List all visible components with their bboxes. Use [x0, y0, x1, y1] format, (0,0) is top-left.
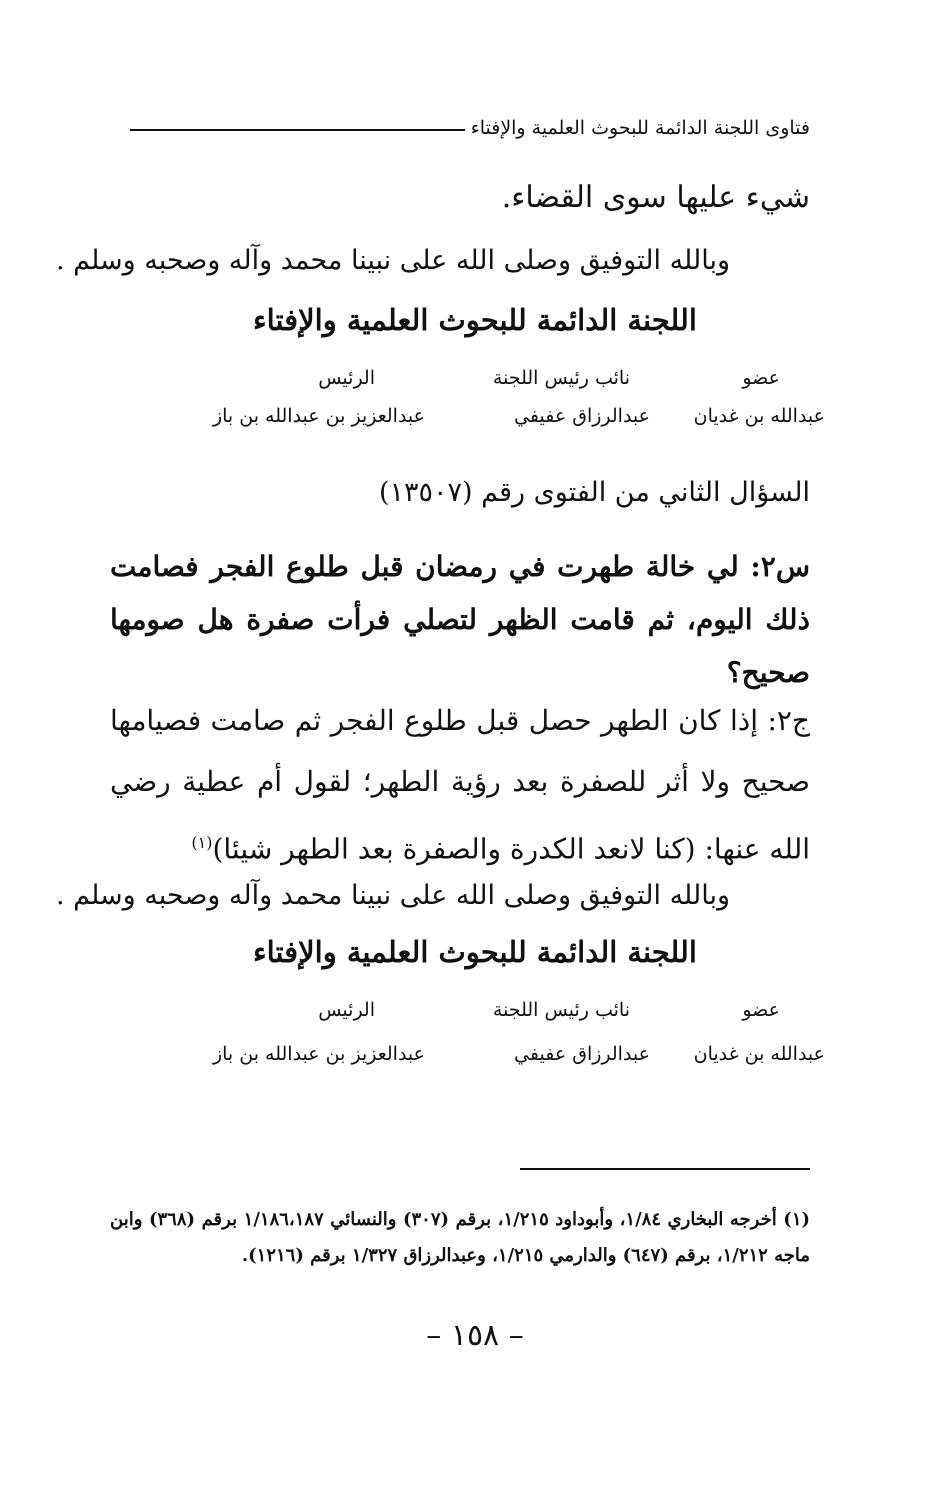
closing-formula-1: وبالله التوفيق وصلى الله على نبينا محمد وآله وصحبه وسلم . — [55, 245, 730, 276]
role-member: عضو — [742, 999, 780, 1021]
role-chair: الرئيس — [318, 367, 375, 389]
role-deputy: نائب رئيس اللجنة — [492, 999, 630, 1021]
continuation-line: شيء عليها سوى القضاء. — [501, 180, 810, 215]
role-chair: الرئيس — [318, 999, 375, 1021]
name-chair: عبدالعزيز بن عبدالله بن باز — [212, 1043, 425, 1065]
running-header-title: فتاوى اللجنة الدائمة للبحوث العلمية والإفتاء — [470, 117, 810, 139]
answer-paragraph — [110, 690, 810, 879]
role-deputy: نائب رئيس اللجنة — [492, 367, 630, 389]
page-number: – ١٥٨ – — [426, 1318, 524, 1353]
running-header — [130, 112, 810, 144]
answer-text: ج٢: إذا كان الطهر حصل قبل طلوع الفجر ثم صامت فصيامها صحيح ولا أثر للصفرة بعد رؤية الطهر؛ لقول أم عطية رضي الله عنها: (كنا لانعد الكدرة والصفرة بعد الطهر شيئا) — [110, 704, 810, 866]
name-deputy: عبدالرزاق عفيفي — [514, 1043, 650, 1065]
role-member: عضو — [742, 367, 780, 389]
name-chair: عبدالعزيز بن عبدالله بن باز — [212, 405, 425, 427]
footnote-ref[interactable]: (١) — [191, 833, 213, 852]
question-paragraph: س٢: لي خالة طهرت في رمضان قبل طلوع الفجر فصامت ذلك اليوم، ثم قامت الظهر لتصلي فرأت صفرة هل صومها صحيح؟ — [110, 550, 810, 689]
committee-heading-1: اللجنة الدائمة للبحوث العلمية والإفتاء — [253, 303, 697, 337]
footnote: (١) أخرجه البخاري ١/٨٤، وأبوداود ١/٢١٥، برقم (٣٠٧) والنسائي ١/١٨٦،١٨٧ برقم (٣٦٨) وابن ماجه ١/٢١٢، برقم (٦٤٧) والدارمي ١/٢١٥، وعبدالرزاق ١/٣٢٧ برقم (١٢١٦). — [110, 1209, 811, 1266]
name-member: عبدالله بن غديان — [693, 1043, 825, 1065]
footnote-separator — [520, 1168, 810, 1170]
name-member: عبدالله بن غديان — [693, 405, 825, 427]
fatwa-subheading: السؤال الثاني من الفتوى رقم (١٣٥٠٧) — [378, 477, 810, 508]
name-deputy: عبدالرزاق عفيفي — [514, 405, 650, 427]
header-rule — [130, 129, 465, 131]
committee-heading-2: اللجنة الدائمة للبحوث العلمية والإفتاء — [253, 935, 697, 969]
closing-formula-2: وبالله التوفيق وصلى الله على نبينا محمد وآله وصحبه وسلم . — [55, 880, 730, 911]
